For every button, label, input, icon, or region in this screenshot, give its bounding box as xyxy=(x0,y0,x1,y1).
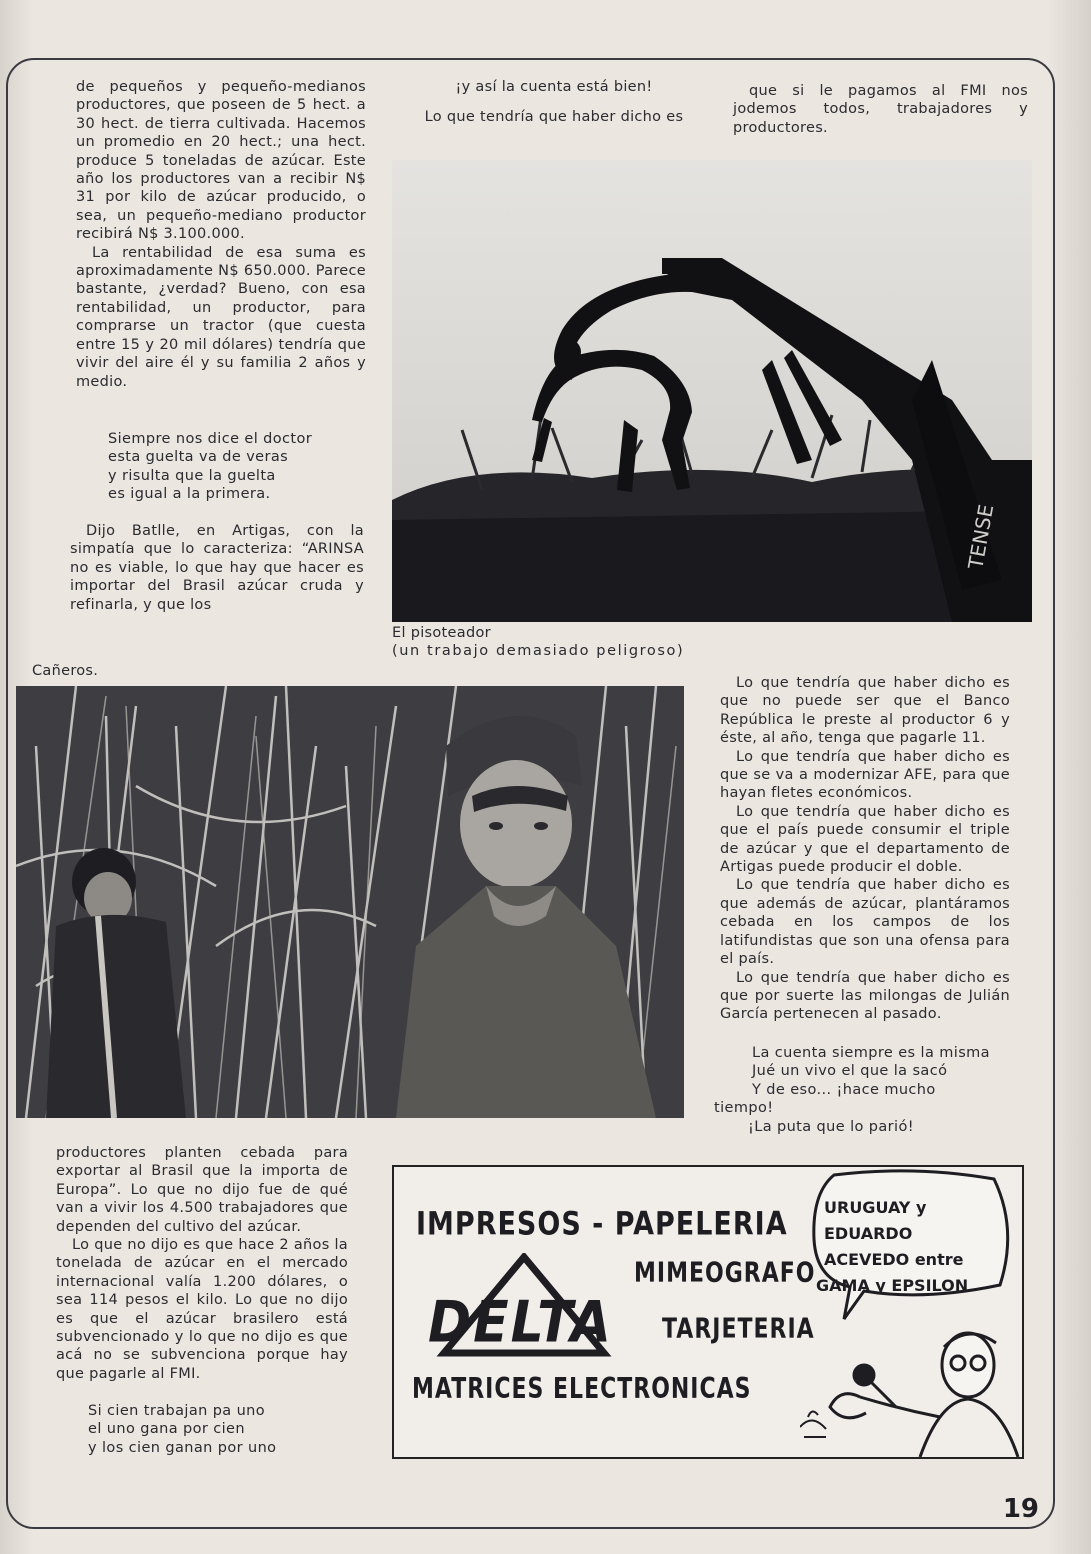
photo-caneros-image xyxy=(16,686,684,1118)
column-3-top xyxy=(733,82,1028,137)
verse-cien xyxy=(88,1402,348,1457)
verse-line: y los cien ganan por uno xyxy=(88,1439,277,1456)
column-1-top xyxy=(76,78,366,391)
bubble-line: ACEVEDO entre xyxy=(824,1250,964,1269)
paragraph-tonelada: Lo que no dijo es que hace 2 años la tonelada de azúcar en el mercado internacional valía 1.200 dólares, o sea 114 pesos el kilo. Lo que no dijo es que el azúcar brasilero está subvencionado y lo que no dijo es que acá no se subvenciona porque hay que pagarle al FMI. xyxy=(56,1237,348,1382)
paragraph-sugar-production: de pequeños y pequeño-medianos productores, que poseen de 5 hect. a 30 hect. de tierra cultivada. Hacemos un promedio en 20 hect.; una hect. produce 5 toneladas de azúcar. Este año los productores van a recibir N$ 31 por kilo de azúcar producido, o sea, un pequeño-mediano productor recibirá N$ 3.100.000. xyxy=(76,79,366,243)
photo-pisoteador-image xyxy=(392,160,1032,622)
verse-doctor xyxy=(108,430,368,504)
ad-matrices-electronicas: MATRICES ELECTRONICAS xyxy=(412,1373,752,1406)
verse-line: La cuenta siempre es la misma xyxy=(752,1045,990,1061)
verse-cuenta xyxy=(714,1044,1014,1136)
ad-tarjeteria: TARJETERIA xyxy=(662,1313,815,1346)
photo-pisoteador-caption xyxy=(392,624,692,660)
bubble-line: EDUARDO xyxy=(824,1224,913,1243)
verse-line: Y de eso... ¡hace mucho xyxy=(752,1081,936,1098)
verse-line: el uno gana por cien xyxy=(88,1421,245,1438)
ad-delta-logo: DELTA xyxy=(428,1290,613,1356)
paragraph-start: Lo que tendría que haber dicho es xyxy=(424,109,684,126)
ad-impresos-papeleria: IMPRESOS - PAPELERIA xyxy=(416,1205,788,1244)
column-1-batlle xyxy=(70,522,364,614)
verse-line: tiempo! xyxy=(714,1100,774,1117)
bubble-line: URUGUAY y xyxy=(824,1198,927,1217)
paragraph-triple-azucar: Lo que tendría que haber dicho es que el país puede consumir el triple de azúcar y que el departamento de Artigas puede producir el doble. xyxy=(720,803,1010,876)
paragraph-batlle-quote: Dijo Batlle, en Artigas, con la simpatía que lo caracteriza: “ARINSA no es viable, lo que hay que hacer es importar del Brasil azúcar cruda y refinarla, y que los xyxy=(70,523,364,613)
verse-line: ¡y así la cuenta está bien! xyxy=(455,79,653,95)
paragraph-rentability: La rentabilidad de esa suma es aproximadamente N$ 650.000. Parece bastante, ¿verdad? Bueno, con esa rentabilidad, un productor, para comprarse un tractor (que cuesta entre 15 y 20 mil dólares) tendría que vivir del aire él y su familia 2 años y medio. xyxy=(76,244,366,390)
verse-line: Siempre nos dice el doctor xyxy=(108,431,313,447)
paragraph-milongas: Lo que tendría que haber dicho es que por suerte las milongas de Julián García pertenecen al pasado. xyxy=(720,969,1010,1023)
verse-line: Jué un vivo el que la sacó xyxy=(752,1063,948,1080)
photo-caneros-caption: Cañeros. xyxy=(32,663,99,679)
verse-line: es igual a la primera. xyxy=(108,486,271,503)
caption-title: El pisoteador xyxy=(392,625,491,641)
photo-pisoteador xyxy=(392,160,1032,622)
column-3-middle xyxy=(720,674,1010,1024)
paragraph-fmi: que si le pagamos al FMI nos jodemos todos, trabajadores y productores. xyxy=(733,83,1028,136)
bubble-line: GAMA y EPSILON xyxy=(816,1276,969,1295)
verse-line: y risulta que la guelta xyxy=(108,467,276,484)
ad-mimeografo: MIMEOGRAFO xyxy=(634,1257,816,1290)
verse-line: Si cien trabajan pa uno xyxy=(88,1403,266,1419)
photo-caneros xyxy=(16,686,684,1118)
paragraph-cebada: Lo que tendría que haber dicho es que además de azúcar, plantáramos cebada en los campos de los latifundistas que son una ofensa para el país. xyxy=(720,877,1010,968)
bubble-text xyxy=(816,1195,969,1299)
paragraph-afe: Lo que tendría que haber dicho es que se va a modernizar AFE, para que hayan fletes económicos. xyxy=(720,748,1010,802)
caption-subtitle: (un trabajo demasiado peligroso) xyxy=(392,643,685,659)
column-1-bottom xyxy=(56,1144,348,1383)
machine-brand: TENSE xyxy=(963,502,999,571)
paragraph-cebada-exportar: productores planten cebada para exportar al Brasil que la importa de Europa”. Lo que no dijo fue de qué van a vivir los 4.500 trabajadores que dependen del cultivo del azúcar. xyxy=(56,1145,348,1235)
verse-line: esta guelta va de veras xyxy=(108,449,289,466)
column-2-top xyxy=(400,78,708,127)
verse-line: ¡La puta que lo parió! xyxy=(748,1118,914,1135)
page-number: 19 xyxy=(1002,1494,1039,1524)
delta-advertisement xyxy=(392,1165,1024,1459)
paragraph-banco-republica: Lo que tendría que haber dicho es que no puede ser que el Banco República le preste al productor 6 y éste, al año, tenga que pagarle 11. xyxy=(720,675,1010,747)
cartoon-speaker-illustration xyxy=(800,1317,1022,1457)
